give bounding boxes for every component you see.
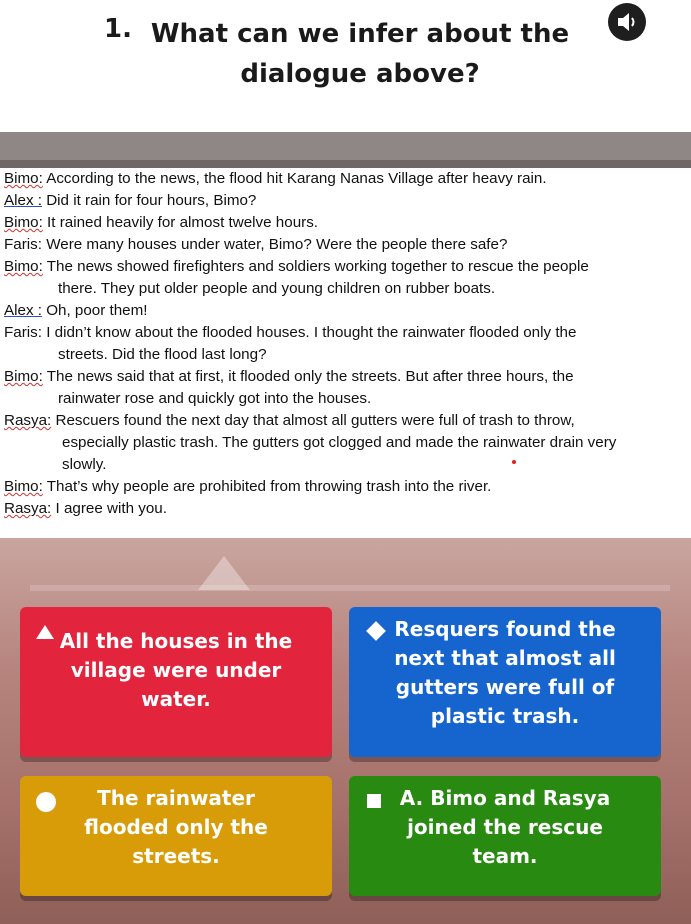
dialogue-line [0,432,691,454]
option-line: flooded only the [84,815,268,839]
line-text: streets. Did the flood last long? [58,346,267,363]
line-text: rainwater rose and quickly got into the houses. [58,390,372,407]
dialogue-line [0,476,684,498]
line-text: I didn’t know about the flooded houses. I thought the rainwater flooded only the [41,324,577,341]
option-line: The rainwater [97,786,255,810]
option-line: next that almost all [394,646,616,670]
line-text: especially plastic trash. The gutters got clogged and made the rainwater drain very [62,434,617,451]
answer-option-green[interactable] [349,776,661,896]
background-stripe [30,585,670,591]
line-text: The news showed firefighters and soldiers working together to rescue the people [42,258,589,275]
speaker-name: Bimo: [4,214,43,231]
answer-option-blue[interactable] [349,607,661,757]
line-text: Were many houses under water, Bimo? Were the people there safe? [41,236,508,253]
speaker-name: Bimo: [4,478,43,495]
divider-bar [0,132,691,160]
cursor-dot [512,460,516,464]
dialogue-line [0,366,684,388]
line-text: The news said that at first, it flooded only the streets. But after three hours, the [42,368,574,385]
line-text: Did it rain for four hours, Bimo? [41,192,257,209]
line-text: According to the news, the flood hit Karang Nanas Village after heavy rain. [42,170,547,187]
option-line: All the houses in the [59,629,293,653]
speaker-icon [615,11,639,33]
line-text: slowly. [62,456,107,473]
question-header [0,0,691,132]
option-line: water. [141,687,211,711]
dialogue-line [0,212,684,234]
divider-line [0,160,691,168]
line-text: I agree with you. [51,500,167,517]
read-aloud-button[interactable] [608,3,646,41]
dialogue-line [0,454,691,476]
answer-option-red[interactable] [20,607,332,757]
dialogue-line [0,278,691,300]
option-line: A. Bimo and Rasya [399,786,611,810]
speaker-name: Alex : [4,192,42,209]
speaker-name: Bimo: [4,170,43,187]
option-line: village were under [70,658,282,682]
speaker-name: Rasya: [4,500,52,517]
option-line: team. [472,844,538,868]
answer-option-yellow[interactable] [20,776,332,896]
question-text: What can we infer about the dialogue above? [150,19,570,89]
line-text: It rained heavily for almost twelve hours. [42,214,319,231]
line-text: That’s why people are prohibited from throwing trash into the river. [42,478,492,495]
speaker-name: Faris: [4,324,42,341]
dialogue-line [0,322,684,344]
dialogue-line [0,234,684,256]
dialogue-line [0,410,684,432]
speaker-name: Bimo: [4,368,43,385]
line-text: there. They put older people and young children on rubber boats. [58,280,496,297]
speaker-name: Rasya: [4,412,52,429]
dialogue-passage [0,168,691,538]
dialogue-line [0,168,684,190]
dialogue-line [0,388,691,410]
speaker-name: Faris: [4,236,42,253]
dialogue-line [0,300,684,322]
speaker-name: Alex : [4,302,42,319]
option-line: plastic trash. [430,704,580,728]
option-line: Resquers found the [394,617,616,641]
line-text: Rescuers found the next day that almost all gutters were full of trash to throw, [51,412,575,429]
option-line: joined the rescue [407,815,603,839]
speaker-name: Bimo: [4,258,43,275]
line-text: Oh, poor them! [41,302,148,319]
dialogue-line [0,190,684,212]
option-line: streets. [132,844,220,868]
dialogue-line [0,344,691,366]
question-number: 1. [104,14,132,44]
dialogue-line [0,256,684,278]
dialogue-line [0,498,684,520]
option-line: gutters were full of [395,675,615,699]
